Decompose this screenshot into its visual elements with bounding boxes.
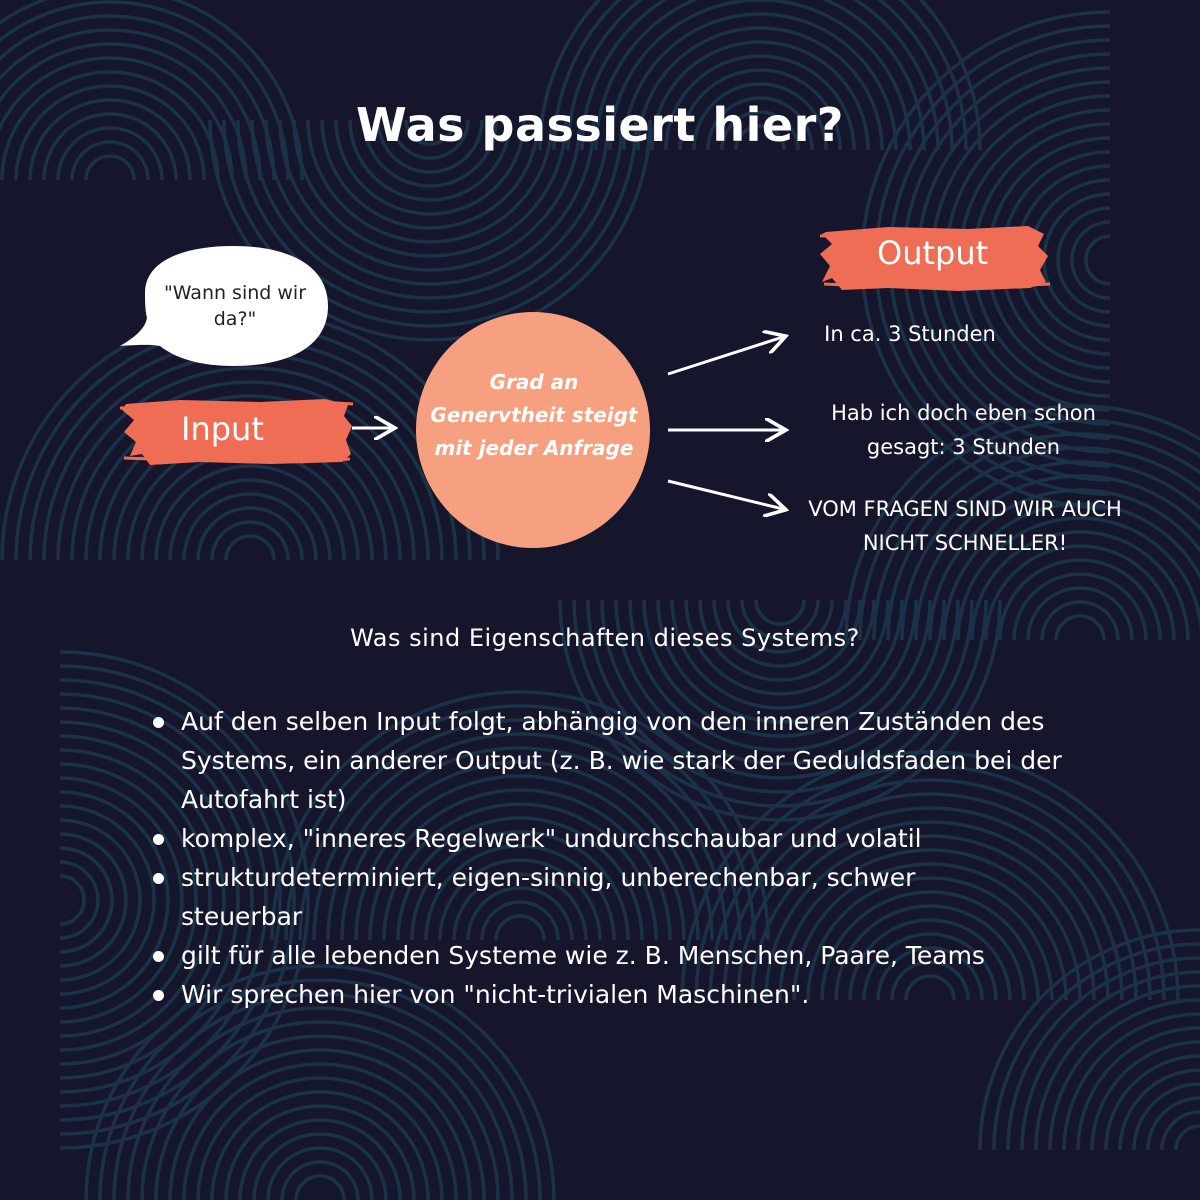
bullet-dot-icon <box>153 834 164 845</box>
output-1: In ca. 3 Stunden <box>824 322 996 346</box>
page-title: Was passiert hier? <box>355 98 844 152</box>
list-item <box>150 936 1031 975</box>
bullet-dot-icon <box>153 951 164 962</box>
system-question: Was sind Eigenschaften dieses Systems? <box>350 624 860 652</box>
output-3: VOM FRAGEN SIND WIR AUCH NICHT SCHNELLER! <box>808 497 1122 555</box>
list-item-text: komplex, "inneres Regelwerk" undurchschaubar und volatil <box>181 824 922 853</box>
bullet-dot-icon <box>153 717 164 728</box>
output-arrow-3 <box>668 481 783 509</box>
input-label: Input <box>181 410 264 448</box>
output-2: Hab ich doch eben schon gesagt: 3 Stunden <box>831 401 1096 459</box>
list-item-text: gilt für alle lebenden Systeme wie z. B. Menschen, Paare, Teams <box>181 941 985 970</box>
list-item <box>150 858 1031 936</box>
bullet-dot-icon <box>153 990 164 1001</box>
process-circle-text: Grad an Genervtheit steigt mit jeder Anfrage <box>430 370 638 460</box>
properties-list <box>150 702 1110 1014</box>
list-item-text: Auf den selben Input folgt, abhängig von den inneren Zuständen des Systems, ein anderer Output (z. B. wie stark der Geduldsfaden bei der Autofahrt ist) <box>181 707 1062 814</box>
list-item-text: strukturdeterminiert, eigen-sinnig, unberechenbar, schwer steuerbar <box>181 863 916 931</box>
list-item <box>150 975 1110 1014</box>
output-label: Output <box>877 234 989 272</box>
speech-bubble-text: "Wann sind wir da?" <box>163 282 307 330</box>
bullet-dot-icon <box>153 873 164 884</box>
list-item-text: Wir sprechen hier von "nicht-trivialen Maschinen". <box>181 980 810 1009</box>
list-item <box>150 702 1110 819</box>
output-arrow-1 <box>668 337 783 374</box>
list-item <box>150 819 1110 858</box>
